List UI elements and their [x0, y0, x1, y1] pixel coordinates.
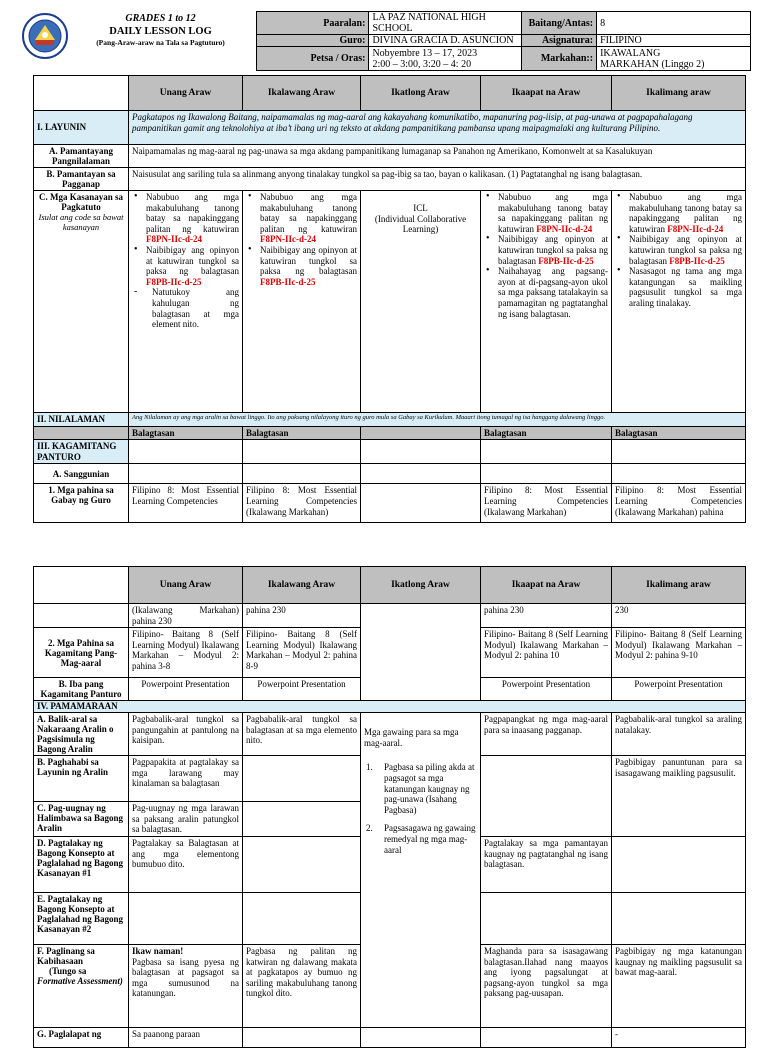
sanggunian-label: A. Sanggunian	[34, 464, 129, 484]
pagtalakay-1-day5	[612, 836, 746, 892]
pag-uugnay-label: C. Pag-uugnay ng Halimbawa sa Bagong Aralin	[34, 802, 129, 837]
paglinang-label: F. Paglinang sa Kabihasaan	[37, 945, 95, 966]
pagtalakay-1-label: D. Pagtalakay ng Bagong Konsepto at Paglalahad ng Bagong Kasanayan #1	[34, 836, 129, 892]
nilalaman-topic-day1: Balagtasan	[129, 426, 243, 440]
grade-level-label: Baitang/Antas:	[522, 12, 597, 35]
balik-aral-label: A. Balik-aral sa Nakaraang Aralin o Pagsisimula ng Bagong Aralin	[34, 713, 129, 756]
paglinang-day1	[129, 944, 243, 1027]
kagamitang-day4: Filipino- Baitang 8 (Self Learning Modyul) Ikalawang Markahan – Modyul 2: pahina 10	[481, 628, 612, 678]
balik-aral-day1: Pagbabalik-aral tungkol sa pangungahin at pantulong na kaisipan.	[129, 713, 243, 756]
kagamitan-day1	[129, 440, 243, 464]
paglalapat-day5: -	[612, 1027, 746, 1047]
kasanayan-day1-dash-item: - Natutukoy ang kahulugan ng balagtasan at mga element nito.	[132, 287, 239, 329]
balik-aral-row	[34, 713, 746, 756]
paghahabi-day1: Pagpapakita at pagtalakay sa mga larawang may kinalaman sa balagtasan	[129, 756, 243, 802]
kasanayan-day4-item: • Nabubuo ang mga makabuluhang tanong batay sa napakinggang palitan ng katuwiran F8PN-IIc-d-24	[484, 192, 608, 234]
kasanayan-day5-item: • Nasasagot ng tama ang mga katangungan sa maikling pagsusulit tungkol sa mga araling tinalakay.	[615, 266, 742, 308]
iba-pa-day5: Powerpoint Presentation	[612, 678, 746, 701]
day-header-2: Ikalawang Araw	[243, 76, 361, 111]
lesson-log-subtitle: (Pang-Araw-araw na Tala sa Pagtuturo)	[96, 38, 225, 47]
paglinang-day2: Pagbasa ng palitan ng katwiran ng dalawang makata at pagkatapos ay bumuo ng sariling makabuluhang tanong tungkol dito.	[243, 944, 361, 1027]
kagamitang-day5: Filipino- Baitang 8 (Self Learning Modyul) Ikalawang Markahan – Modyul 2: pahina 9-10	[612, 628, 746, 678]
corner-cell-page2	[34, 567, 129, 604]
balik-aral-day2: Pagbabalik-aral tungkol sa balagtasan at sa mga elemento nito.	[243, 713, 361, 756]
paghahabi-label: B. Paghahabi sa Layunin ng Aralin	[34, 756, 129, 802]
kagamitan-row	[34, 440, 746, 464]
nilalaman-topic-day3	[361, 426, 481, 440]
kagamitan-day2	[243, 440, 361, 464]
pagtalakay-2-day5	[612, 892, 746, 944]
pagtalakay-1-day4: Pagtalakay sa mga pamantayan kaugnay ng pagtatanghal ng isang balagtasan.	[481, 836, 612, 892]
day3-activities	[361, 713, 481, 1028]
pagtalakay-1-day1: Pagtalakay sa Balagtasan at ang mga elementong bumubuo dito.	[129, 836, 243, 892]
kasanayan-sublabel: Isulat ang code sa bawat kasanayan	[38, 212, 124, 232]
lesson-log-header	[16, 11, 751, 70]
day-header-1: Unang Araw	[129, 76, 243, 111]
pamantayang-pangnilalaman-row	[34, 145, 746, 168]
pagtalakay-2-day2	[243, 892, 361, 944]
day-header-3: Ikatlong Araw	[361, 567, 481, 604]
nilalaman-topic-row	[34, 426, 746, 440]
kasanayan-row	[34, 191, 746, 413]
teacher-value: DIVINA GRACIA D. ASUNCION	[369, 35, 522, 47]
balik-aral-day5: Pagbabalik-aral tungkol sa araling natalakay.	[612, 713, 746, 756]
lesson-log-title: DAILY LESSON LOG	[109, 26, 212, 37]
kasanayan-label-cell	[34, 191, 129, 413]
date-time-label: Petsa / Oras:	[257, 47, 369, 71]
quarter-value-line2: MARKAHAN (Linggo 2)	[600, 58, 705, 70]
gabay-day2: Filipino 8: Most Essential Learning Competencies (Ikalawang Markahan)	[243, 484, 361, 523]
sanggunian-row	[34, 464, 746, 484]
lesson-log-title-block	[78, 13, 243, 48]
kagamitang-day1: Filipino- Baitang 8 (Self Learning Modyul) Ikalawang Markahan – Modyul 2: pahina 3-8	[129, 628, 243, 678]
kagamitang-pang-mag-aaral-label: 2. Mga Pahina sa Kagamitang Pang-Mag-aaral	[34, 628, 129, 678]
continuation-day1: (Ikalawang Markahan) pahina 230	[129, 604, 243, 628]
time-value: 2:00 – 3:00, 3:20 – 4: 20	[372, 58, 472, 70]
quarter-value	[597, 47, 751, 71]
kasanayan-day5-item: • Nabubuo ang mga makabuluhang tanong batay sa napakinggang palitan ng katuwiran F8PN-IIc-d-24	[615, 192, 742, 234]
kasanayan-day2	[243, 191, 361, 413]
paglalapat-day4	[481, 1027, 612, 1047]
header-info-table	[256, 11, 751, 71]
kasanayan-day1-item: • Nabubuo ang mga makabuluhang tanong batay sa napakinggang palitan ng katuwiran F8PN-IIc-d-24	[132, 192, 239, 245]
grade-level-value: 8	[597, 12, 751, 35]
header-row-teacher	[257, 35, 751, 47]
day-header-3: Ikatlong Araw	[361, 76, 481, 111]
gabay-day3	[361, 484, 481, 523]
day3-activity-item: 1. Pagbasa sa piling akda at pagsagot sa mga katanungan kaugnay ng pag-unawa (Isahang Pagbasa)	[366, 762, 475, 815]
nilalaman-row	[34, 413, 746, 427]
kasanayan-day4	[481, 191, 612, 413]
header-row-date	[257, 47, 751, 71]
day-header-4: Ikaapat na Araw	[481, 76, 612, 111]
iba-pa-day2: Powerpoint Presentation	[243, 678, 361, 701]
gabay-row	[34, 484, 746, 523]
pamantayan-sa-pagganap-text: Naisusulat ang sariling tula sa alinmang anyong tinalakay tungkol sa pag-ibig sa tao, bayan o kalikasan. (1) Pagtatanghal ng isang balagtasan.	[129, 168, 746, 191]
iba-pa-day4: Powerpoint Presentation	[481, 678, 612, 701]
header-row-school	[257, 12, 751, 35]
subject-value: FILIPINO	[597, 35, 751, 47]
pagtalakay-2-day1	[129, 892, 243, 944]
subject-label: Asignatura:	[522, 35, 597, 47]
icl-label: ICL	[413, 203, 428, 213]
pag-uugnay-day1: Pag-uugnay ng mga larawan sa paksang aralin patungkol sa balagtasan.	[129, 802, 243, 837]
day-header-5: Ikalimang araw	[612, 567, 746, 604]
pagtalakay-2-label: E. Pagtalakay ng Bagong Konsepto at Paglalahad ng Bagong Kasanayan #2	[34, 892, 129, 944]
nilalaman-topic-day2: Balagtasan	[243, 426, 361, 440]
pamantayang-pangnilalaman-label: A. Pamantayang Pangnilalaman	[34, 145, 129, 168]
paglinang-day1-heading: Ikaw naman!	[132, 945, 184, 956]
gabay-day1: Filipino 8: Most Essential Learning Competencies	[129, 484, 243, 523]
day-header-4: Ikaapat na Araw	[481, 567, 612, 604]
layunin-label: I. LAYUNIN	[34, 111, 129, 145]
continuation-day5: 230	[612, 604, 746, 628]
teacher-label: Guro:	[257, 35, 369, 47]
continuation-spacer	[34, 604, 129, 628]
kasanayan-day1	[129, 191, 243, 413]
nilalaman-topic-day5: Balagtasan	[612, 426, 746, 440]
paglalapat-day1: Sa paanong paraan	[129, 1027, 243, 1047]
pamantayan-sa-pagganap-row	[34, 168, 746, 191]
paglinang-day4: Maghanda para sa isasagawang balagtasan.Ilahad nang maayos ang iyong pagsalungat at pagsang-ayon tungkol sa mga paksang pag-uusapan.	[481, 944, 612, 1027]
pagtalakay-1-day2	[243, 836, 361, 892]
kasanayan-day4-item: • Naibibigay ang opinyon at katuwiran tungkol sa paksa ng balagtasan F8PB-IIc-d-25	[484, 234, 608, 266]
nilalaman-topic-spacer	[34, 426, 129, 440]
kasanayan-day4-item: • Naihahayag ang pagsang-ayon at di-pagsang-ayon ukol sa mga paksang tatalakayin sa pamamagitan ng pagtatanghal ng isang balagtasan.	[484, 266, 608, 319]
paglinang-day1-text: Pagbasa sa isang pyesa ng balagtasan at pagsagot sa mga sumusunod na katanungan.	[132, 956, 239, 999]
nilalaman-topic-day4: Balagtasan	[481, 426, 612, 440]
school-label: Paaralan:	[257, 12, 369, 35]
iba-pa-label: B. Iba pang Kagamitang Panturo	[34, 678, 129, 701]
day-header-5: Ikalimang araw	[612, 76, 746, 111]
gabay-label: 1. Mga pahina sa Gabay ng Guro	[34, 484, 129, 523]
lesson-log-table-page2	[33, 566, 746, 1048]
corner-cell	[34, 76, 129, 111]
paglinang-label-cell	[34, 944, 129, 1027]
continuation-day4: pahina 230	[481, 604, 612, 628]
paghahabi-day5: Pagbibigay panuntunan para sa isasagawang maikling pagsusulit.	[612, 756, 746, 837]
day3-activity-item: 2. Pagsasagawa ng gawaing remedyal ng mga mag-aaral	[366, 823, 476, 855]
day3-activities-intro: Mga gawaing para sa mga mag-aaral.	[364, 727, 459, 748]
kagamitan-day4	[481, 440, 612, 464]
kasanayan-day2-item: • Nabubuo ang mga makabuluhang tanong batay sa napakinggang palitan ng katuwiran F8PN-IIc-d-24	[246, 192, 357, 245]
deped-seal-icon	[22, 13, 68, 59]
kasanayan-day5-item: • Naibibigay ang opinyon at katuwiran tungkol sa paksa ng balagtasan F8PB-IIc-d-25	[615, 234, 742, 266]
day-header-2: Ikalawang Araw	[243, 567, 361, 604]
nilalaman-text: Ang Nilalaman ay ang mga aralin sa bawat linggo. Ito ang paksang nilalayong ituro ng guro mula sa Gabay sa Kurikulum. Maaari itong tumagal ng isa hanggang dalawang linggo.	[129, 413, 746, 427]
balik-aral-day4: Pagpapangkat ng mga mag-aaral para sa inaasang pagganap.	[481, 713, 612, 756]
gabay-day5: Filipino 8: Most Essential Learning Competencies (Ikalawang Markahan) pahina	[612, 484, 746, 523]
grades-label: GRADES 1 to 12	[125, 13, 196, 24]
paglalapat-label: G. Paglalapat ng	[34, 1027, 129, 1047]
quarter-value-line1: IKAWALANG	[600, 47, 661, 59]
icl-description: (Individual Collaborative Learning)	[374, 213, 467, 235]
paghahabi-day2	[243, 756, 361, 802]
nilalaman-label: II. NILALAMAN	[34, 413, 129, 427]
paglalapat-day3	[361, 1027, 481, 1047]
gabay-day4: Filipino 8: Most Essential Learning Competencies (Ikalawang Markahan)	[481, 484, 612, 523]
continuation-row	[34, 604, 746, 628]
kasanayan-day5	[612, 191, 746, 413]
quarter-label: Markahan::	[522, 47, 597, 71]
pamamaraan-label: IV. PAMAMARAAN	[34, 701, 746, 713]
date-value: Nobyembre 13 – 17, 2023	[372, 47, 478, 59]
paghahabi-day4	[481, 756, 612, 837]
day-header-row-page2	[34, 567, 746, 604]
lesson-log-table-page1	[33, 75, 746, 523]
kagamitan-label: III. KAGAMITANG PANTURO	[34, 440, 129, 464]
day-header-1: Unang Araw	[129, 567, 243, 604]
layunin-text: Pagkatapos ng Ikawalong Baitang, naipamamalas ng mag-aaral ang kakayahang komunikatibo, mapanuring pag-iisip, at pag-unawa at pagpapahalagang pampanitikan gamit ang teknolohiya at iba’t ibang uri ng teksto at akdang pampanitikang pambansa upang maipagmalaki ang kulturang Pilipino.	[129, 111, 746, 145]
paglinang-day5: Pagbibigay ng mga katanungan kaugnay ng maikling pagsusulit sa bawat mag-aaral.	[612, 944, 746, 1027]
pagtalakay-2-day4	[481, 892, 612, 944]
kasanayan-day3	[361, 191, 481, 413]
kasanayan-day2-item: • Naibibigay ang opinyon at katuwiran tungkol sa paksa ng balagtasan F8PB-IIc-d-25	[246, 245, 357, 287]
pag-uugnay-day2	[243, 802, 361, 837]
kagamitang-day2: Filipino- Baitang 8 (Self Learning Modyul) Ikalawang Markahan – Modyul 2: pahina 8-9	[243, 628, 361, 678]
kasanayan-day1-item: • Naibibigay ang opinyon at katuwiran tungkol sa paksa ng balagtasan F8PB-IIc-d-25	[132, 245, 239, 287]
day-header-row	[34, 76, 746, 111]
continuation-day3	[361, 604, 481, 701]
kagamitan-day3	[361, 440, 481, 464]
pamamaraan-row	[34, 701, 746, 713]
kasanayan-label: C. Mga Kasanayan sa Pagkatuto	[38, 192, 123, 212]
layunin-row	[34, 111, 746, 145]
paglinang-sublabel: (Tungo sa	[49, 965, 87, 976]
date-time-value	[369, 47, 522, 71]
paglalapat-row	[34, 1027, 746, 1047]
iba-pa-day1: Powerpoint Presentation	[129, 678, 243, 701]
kagamitan-day5	[612, 440, 746, 464]
paglalapat-day2	[243, 1027, 361, 1047]
pamantayang-pangnilalaman-text: Naipamamalas ng mag-aaral ng pag-unawa sa mga akdang pampanitikang lumaganap sa Panahon ng Amerikano, Komonwelt at sa Kasalukuyan	[129, 145, 746, 168]
paglinang-sublabel2: Formative Assessment)	[37, 975, 123, 986]
pamantayan-sa-pagganap-label: B. Pamantayan sa Pagganap	[34, 168, 129, 191]
continuation-day2: pahina 230	[243, 604, 361, 628]
school-value: LA PAZ NATIONAL HIGH SCHOOL	[369, 12, 522, 35]
